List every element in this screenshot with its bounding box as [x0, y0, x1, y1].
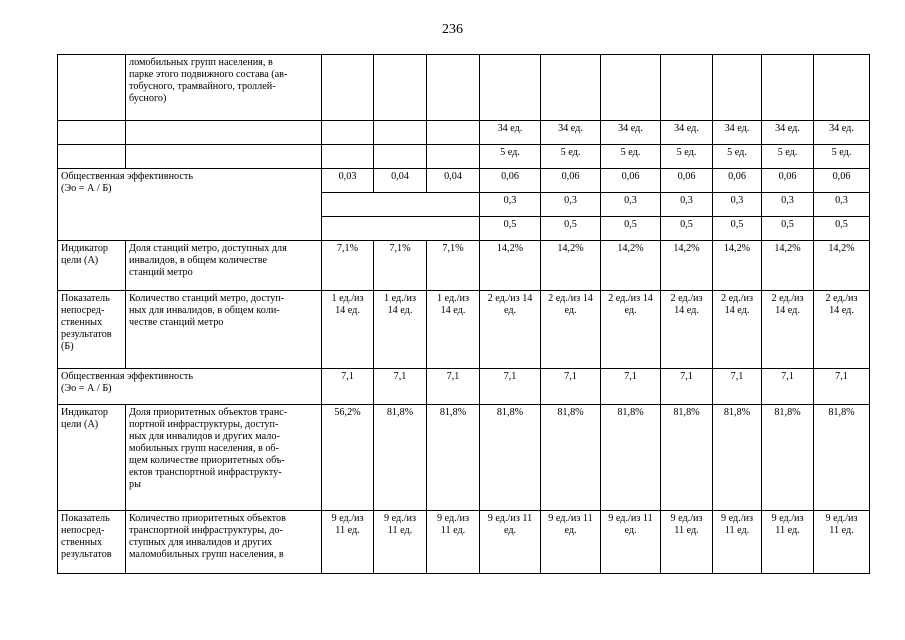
value-cell: 2 ед./из 14 ед. — [762, 291, 814, 369]
value-cell: 0,04 — [427, 169, 480, 193]
value-cell: 2 ед./из 14 ед. — [661, 291, 713, 369]
value-cell: 34 ед. — [713, 121, 762, 145]
value-cell: 5 ед. — [661, 145, 713, 169]
value-cell: 0,3 — [814, 193, 870, 217]
value-cell: 5 ед. — [762, 145, 814, 169]
table-row — [58, 511, 870, 574]
value-cell: 81,8% — [480, 405, 541, 511]
value-cell: 9 ед./из 11 ед. — [480, 511, 541, 574]
value-cell: 81,8% — [427, 405, 480, 511]
value-cell: 7,1% — [427, 241, 480, 291]
value-cell: 34 ед. — [601, 121, 661, 145]
value-cell: 2 ед./из 14 ед. — [713, 291, 762, 369]
value-cell: 81,8% — [374, 405, 427, 511]
table-row — [58, 121, 870, 145]
table-row — [58, 169, 870, 193]
value-cell: 9 ед./из 11 ед. — [541, 511, 601, 574]
table-row — [58, 145, 870, 169]
value-cell: 5 ед. — [814, 145, 870, 169]
value-cell: 0,06 — [601, 169, 661, 193]
value-cell: 9 ед./из 11 ед. — [762, 511, 814, 574]
value-cell: 0,3 — [601, 193, 661, 217]
row-label: Индикатор цели (А) — [58, 241, 126, 291]
value-cell: 5 ед. — [601, 145, 661, 169]
efficiency-label: Общественная эффективность (Эо = А / Б) — [58, 369, 322, 405]
value-cell: 0,06 — [713, 169, 762, 193]
value-cell: 2 ед./из 14 ед. — [541, 291, 601, 369]
value-cell: 14,2% — [541, 241, 601, 291]
value-cell: 0,3 — [541, 193, 601, 217]
value-cell: 7,1 — [480, 369, 541, 405]
value-cell: 81,8% — [762, 405, 814, 511]
value-cell: 81,8% — [541, 405, 601, 511]
value-cell: 34 ед. — [480, 121, 541, 145]
value-cell: 0,5 — [814, 217, 870, 241]
value-cell: 9 ед./из 11 ед. — [661, 511, 713, 574]
value-cell: 7,1 — [322, 369, 374, 405]
row-description: Доля станций метро, доступных для инвалидов, в общем количестве станций метро — [126, 241, 322, 291]
value-cell: 7,1% — [322, 241, 374, 291]
value-cell: 7,1 — [601, 369, 661, 405]
table-row — [58, 55, 870, 121]
efficiency-label: Общественная эффективность (Эо = А / Б) — [58, 169, 322, 241]
value-cell: 7,1 — [541, 369, 601, 405]
row-description: Доля приоритетных объектов транс- портной инфраструктуры, доступ- ных для инвалидов и других мало- мобильных групп населения, в об- щем количестве приоритетных объ- ектов транспортной инфраструкту- ры — [126, 405, 322, 511]
value-cell: 1 ед./из 14 ед. — [427, 291, 480, 369]
table-row — [58, 405, 870, 511]
value-cell: 34 ед. — [814, 121, 870, 145]
value-cell: 0,06 — [480, 169, 541, 193]
page-number: 236 — [442, 22, 463, 37]
value-cell: 2 ед./из 14 ед. — [814, 291, 870, 369]
value-cell: 34 ед. — [762, 121, 814, 145]
value-cell: 9 ед./из 11 ед. — [713, 511, 762, 574]
value-cell: 0,06 — [661, 169, 713, 193]
value-cell: 0,5 — [713, 217, 762, 241]
row-description: ломобильных групп населения, в парке этого подвижного состава (ав- тобусного, трамвайного, троллей- бусного) — [126, 55, 322, 121]
indicator-table — [57, 54, 870, 574]
value-cell: 0,5 — [762, 217, 814, 241]
value-cell: 14,2% — [762, 241, 814, 291]
table-row — [58, 291, 870, 369]
value-cell: 81,8% — [814, 405, 870, 511]
value-cell: 0,06 — [541, 169, 601, 193]
row-label: Показатель непосред- ственных результатов (Б) — [58, 291, 126, 369]
value-cell: 0,5 — [541, 217, 601, 241]
value-cell: 56,2% — [322, 405, 374, 511]
value-cell: 7,1 — [427, 369, 480, 405]
value-cell: 0,5 — [480, 217, 541, 241]
row-description: Количество станций метро, доступ- ных для инвалидов, в общем коли- честве станций метро — [126, 291, 322, 369]
value-cell: 5 ед. — [713, 145, 762, 169]
value-cell: 0,3 — [713, 193, 762, 217]
value-cell: 7,1 — [762, 369, 814, 405]
value-cell: 9 ед./из 11 ед. — [374, 511, 427, 574]
value-cell: 1 ед./из 14 ед. — [374, 291, 427, 369]
value-cell: 7,1 — [713, 369, 762, 405]
value-cell: 5 ед. — [480, 145, 541, 169]
value-cell: 0,5 — [601, 217, 661, 241]
value-cell: 5 ед. — [541, 145, 601, 169]
value-cell: 0,06 — [814, 169, 870, 193]
value-cell: 9 ед./из 11 ед. — [814, 511, 870, 574]
table-row — [58, 369, 870, 405]
row-label: Показатель непосред- ственных результатов — [58, 511, 126, 574]
value-cell: 14,2% — [601, 241, 661, 291]
value-cell: 81,8% — [713, 405, 762, 511]
value-cell: 14,2% — [480, 241, 541, 291]
row-description: Количество приоритетных объектов транспортной инфраструктуры, до- ступных для инвалидов и других маломобильных групп населения, в — [126, 511, 322, 574]
value-cell: 14,2% — [814, 241, 870, 291]
row-label: Индикатор цели (А) — [58, 405, 126, 511]
value-cell: 2 ед./из 14 ед. — [601, 291, 661, 369]
value-cell: 0,04 — [374, 169, 427, 193]
value-cell: 0,3 — [762, 193, 814, 217]
value-cell: 7,1 — [661, 369, 713, 405]
value-cell: 34 ед. — [661, 121, 713, 145]
table-row — [58, 241, 870, 291]
value-cell: 1 ед./из 14 ед. — [322, 291, 374, 369]
value-cell: 0,5 — [661, 217, 713, 241]
value-cell: 0,03 — [322, 169, 374, 193]
value-cell: 9 ед./из 11 ед. — [322, 511, 374, 574]
value-cell: 0,06 — [762, 169, 814, 193]
value-cell: 7,1% — [374, 241, 427, 291]
value-cell: 14,2% — [713, 241, 762, 291]
value-cell: 0,3 — [661, 193, 713, 217]
value-cell: 9 ед./из 11 ед. — [601, 511, 661, 574]
value-cell: 9 ед./из 11 ед. — [427, 511, 480, 574]
value-cell: 81,8% — [601, 405, 661, 511]
value-cell: 34 ед. — [541, 121, 601, 145]
value-cell: 7,1 — [374, 369, 427, 405]
value-cell: 81,8% — [661, 405, 713, 511]
value-cell: 14,2% — [661, 241, 713, 291]
value-cell: 2 ед./из 14 ед. — [480, 291, 541, 369]
value-cell: 0,3 — [480, 193, 541, 217]
table-cell — [58, 55, 126, 121]
value-cell: 7,1 — [814, 369, 870, 405]
